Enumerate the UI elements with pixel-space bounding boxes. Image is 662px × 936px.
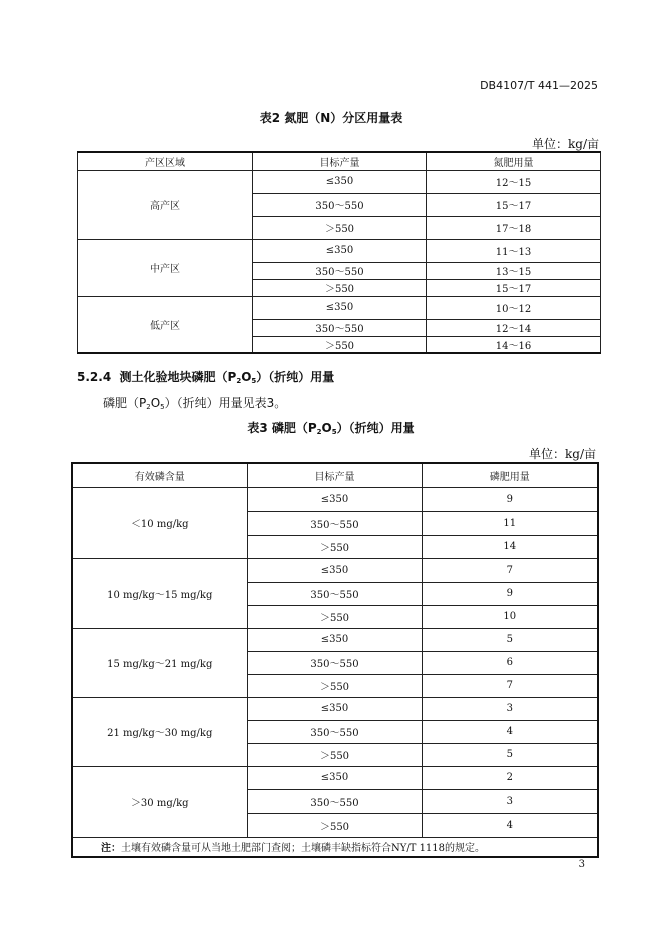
table3-header-phosphate-amount: 磷肥用量 (422, 463, 598, 487)
table-cell: 14 (422, 535, 598, 558)
table-cell: 7 (422, 674, 598, 697)
table3 (71, 462, 599, 858)
note-label: 注： (101, 843, 121, 855)
table3-header-available-p: 有效磷含量 (72, 463, 247, 487)
table-cell: 15～17 (427, 193, 601, 216)
table-cell: 4 (422, 720, 598, 743)
page-number: 3 (578, 859, 585, 870)
body-text-part: O (150, 396, 161, 410)
table-cell: 350～550 (253, 319, 427, 336)
title-subscript: 5 (331, 428, 337, 436)
note-text: 土壤有效磷含量可从当地土肥部门查阅；土壤磷丰缺指标符合NY/T 1118的规定。 (121, 843, 486, 855)
table-cell: 350～550 (247, 511, 422, 535)
table-cell: ≤350 (253, 239, 427, 262)
table3-unit: 单位：kg/亩 (529, 447, 596, 461)
table2-header-row (78, 152, 601, 170)
table-cell: ≤350 (247, 628, 422, 651)
table2-header-nitrogen-amount: 氮肥用量 (427, 152, 601, 170)
table-cell: 4 (422, 813, 598, 837)
table-cell: ≤350 (247, 558, 422, 582)
table-cell: ＞550 (253, 336, 427, 353)
table-cell: 12～15 (427, 170, 601, 193)
table2-region-cell: 低产区 (78, 296, 253, 353)
table-cell: 13～15 (427, 262, 601, 279)
table-cell: 350～550 (247, 651, 422, 674)
document-code: DB4107/T 441—2025 (480, 79, 598, 92)
table-cell: 9 (422, 487, 598, 511)
table-row (78, 296, 601, 319)
title-text-part: 表3 磷肥（P (247, 421, 317, 435)
table-row (72, 697, 598, 720)
table3-level-cell: 15 mg/kg～21 mg/kg (72, 628, 247, 697)
table2 (77, 151, 601, 354)
table-cell: ＞550 (253, 216, 427, 239)
table-row (78, 170, 601, 193)
table-cell: 15～17 (427, 279, 601, 296)
table-cell: 350～550 (247, 720, 422, 743)
table-row (72, 766, 598, 789)
title-text-part: ）（折纯）用量 (336, 421, 415, 435)
table-cell: 3 (422, 789, 598, 813)
table-cell: ＞550 (247, 535, 422, 558)
table-cell: 12～14 (427, 319, 601, 336)
section-heading (77, 368, 334, 385)
table-cell: ≤350 (247, 766, 422, 789)
table-cell: 2 (422, 766, 598, 789)
table-cell: ≤350 (247, 697, 422, 720)
table-cell: 350～550 (247, 582, 422, 605)
table-cell: 7 (422, 558, 598, 582)
title-text-part: O (321, 421, 332, 435)
table3-level-cell: ＜10 mg/kg (72, 487, 247, 558)
table3-header-target-yield: 目标产量 (247, 463, 422, 487)
body-text-part: ）（折纯）用量见表3。 (164, 396, 287, 410)
table2-title: 表2 氮肥（N）分区用量表 (259, 111, 403, 125)
title-subscript: 2 (316, 428, 322, 436)
table2-header-region: 产区区域 (78, 152, 253, 170)
table-cell: 17～18 (427, 216, 601, 239)
table-row (78, 239, 601, 262)
table3-level-cell: 10 mg/kg～15 mg/kg (72, 558, 247, 628)
table-cell: 350～550 (253, 262, 427, 279)
table-cell: ≤350 (253, 170, 427, 193)
section-heading-number: 5.2.4 (77, 370, 112, 384)
table2-unit: 单位：kg/亩 (532, 137, 599, 151)
section-body-paragraph (103, 394, 286, 411)
heading-text-part: ）（折纯）用量 (256, 370, 335, 384)
table-row (72, 487, 598, 511)
table-cell: ＞550 (247, 605, 422, 628)
table3-note (72, 837, 598, 857)
table-cell: ＞550 (247, 813, 422, 837)
table3-level-cell: ＞30 mg/kg (72, 766, 247, 837)
table-cell: 14～16 (427, 336, 601, 353)
table-cell: 9 (422, 582, 598, 605)
table3-note-row (72, 837, 598, 857)
body-text-part: 磷肥（P (103, 396, 147, 410)
table-cell: ≤350 (247, 487, 422, 511)
table-cell: 350～550 (247, 789, 422, 813)
table-cell: 5 (422, 628, 598, 651)
heading-text-part: O (241, 370, 252, 384)
table3-header-row (72, 463, 598, 487)
table2-region-cell: 高产区 (78, 170, 253, 239)
table-cell: 5 (422, 743, 598, 766)
table-cell: ≤350 (253, 296, 427, 319)
heading-subscript: 5 (251, 377, 257, 385)
table-cell: 350～550 (253, 193, 427, 216)
table-cell: ＞550 (247, 743, 422, 766)
body-subscript: 2 (146, 403, 151, 411)
table-cell: 3 (422, 697, 598, 720)
table-cell: 6 (422, 651, 598, 674)
table-row (72, 558, 598, 582)
table3-level-cell: 21 mg/kg～30 mg/kg (72, 697, 247, 766)
table3-title (0, 419, 662, 436)
table-cell: ＞550 (253, 279, 427, 296)
table-cell: 10 (422, 605, 598, 628)
table-cell: 10～12 (427, 296, 601, 319)
section-heading-text (120, 370, 335, 384)
body-subscript: 5 (160, 403, 165, 411)
heading-text-part: 测土化验地块磷肥（P (119, 370, 237, 384)
table2-header-target-yield: 目标产量 (253, 152, 427, 170)
table2-region-cell: 中产区 (78, 239, 253, 296)
table-cell: 11 (422, 511, 598, 535)
heading-subscript: 2 (236, 377, 242, 385)
table-cell: ＞550 (247, 674, 422, 697)
table-row (72, 628, 598, 651)
table-cell: 11～13 (427, 239, 601, 262)
